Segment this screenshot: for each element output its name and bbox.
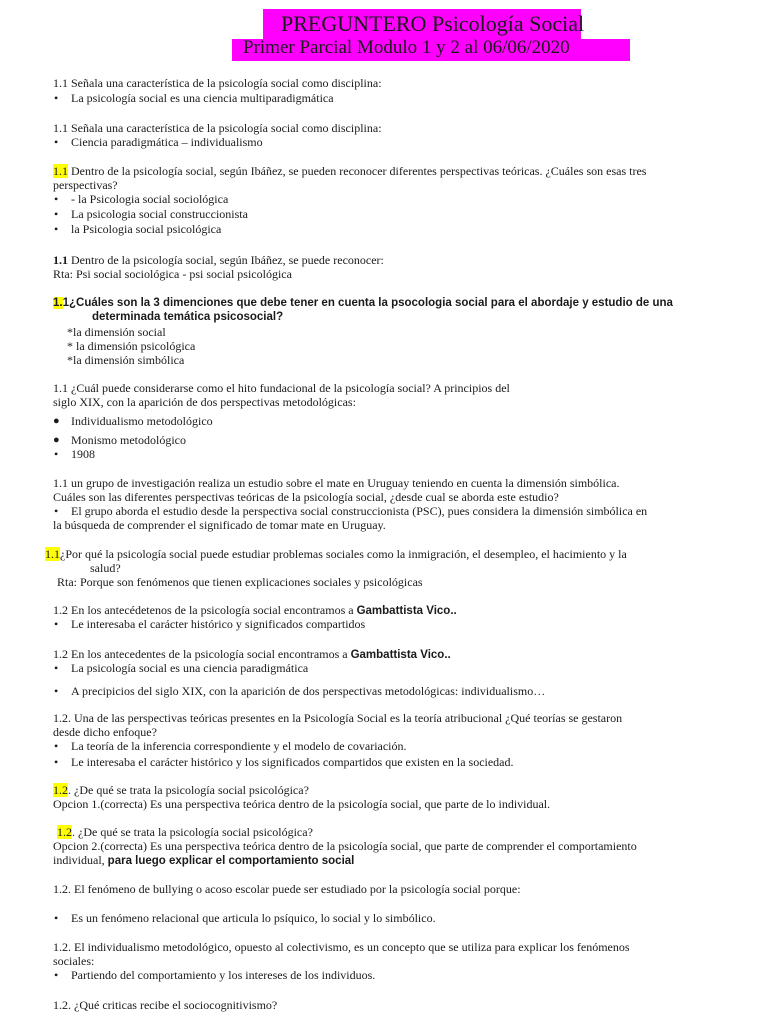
answer-text: *la dimensión social bbox=[67, 325, 166, 339]
answer-text: - la Psicologia social sociológica bbox=[71, 192, 229, 206]
bullet: • bbox=[54, 207, 59, 221]
question-text: 1.2. Una de las perspectivas teóricas presentes en la Psicología Social es la teoría atribucional ¿Qué teorías se gestaron bbox=[53, 711, 623, 725]
question-bold: Gambattista Vico.. bbox=[350, 649, 451, 661]
answer-text: La psicología social es una ciencia multiparadigmática bbox=[71, 91, 334, 105]
answer-text: la búsqueda de comprender el significado de tomar mate en Uruguay. bbox=[53, 518, 386, 532]
answer-text bbox=[53, 853, 354, 868]
bullet: • bbox=[54, 447, 59, 461]
question-text: salud? bbox=[90, 561, 121, 575]
bullet: ● bbox=[53, 434, 60, 446]
question-number: 1.1 bbox=[53, 253, 68, 267]
bullet: • bbox=[54, 968, 59, 982]
question-text: 1.1 ¿Cuál puede considerarse como el hito fundacional de la psicología social? A principios del bbox=[53, 381, 510, 395]
question-text bbox=[53, 647, 451, 662]
bullet: • bbox=[54, 504, 59, 518]
answer-text: Rta: Porque son fenómenos que tienen explicaciones sociales y psicológicas bbox=[57, 575, 423, 589]
question-number-highlight: 1. bbox=[53, 297, 63, 309]
answer-bold: para luego explicar el comportamiento social bbox=[107, 855, 355, 867]
answer-text: la Psicologia social psicológica bbox=[71, 222, 222, 236]
answer-text: *la dimensión simbólica bbox=[67, 353, 185, 367]
bullet: • bbox=[54, 739, 59, 753]
bullet: • bbox=[54, 192, 59, 206]
question-text: perspectivas? bbox=[53, 178, 118, 192]
bullet: • bbox=[54, 222, 59, 236]
bullet: • bbox=[54, 755, 59, 769]
question-number-highlight: 1.2 bbox=[53, 783, 68, 797]
answer-text: Monismo metodológico bbox=[71, 433, 186, 447]
answer-text: A precipicios del siglo XIX, con la aparición de dos perspectivas metodológicas: individualismo… bbox=[71, 684, 546, 698]
question-text bbox=[53, 783, 309, 797]
answer-text: Individualismo metodológico bbox=[71, 414, 213, 428]
question-text: 1.1 un grupo de investigación realiza un estudio sobre el mate en Uruguay teniendo en cuenta la dimensión simbólica. bbox=[53, 476, 620, 490]
bullet: • bbox=[54, 684, 59, 698]
answer-text: Le interesaba el carácter histórico y significados compartidos bbox=[71, 617, 366, 631]
answer-text: El grupo aborda el estudio desde la perspectiva social construccionista (PSC), pues considera la dimensión simbólica en bbox=[71, 504, 648, 518]
question-text: sociales: bbox=[53, 954, 95, 968]
question-text: 1.2. El individualismo metodológico, opuesto al colectivismo, es un concepto que se utiliza para explicar los fenómenos bbox=[53, 940, 630, 954]
bullet: • bbox=[54, 911, 59, 925]
question-text bbox=[45, 547, 627, 561]
answer-text: La psicologia social construccionista bbox=[71, 207, 248, 221]
question-text: 1.2. El fenómeno de bullying o acoso escolar puede ser estudiado por la psicología social porque: bbox=[53, 882, 521, 896]
question-body: ¿Por qué la psicología social puede estudiar problemas sociales como la inmigración, el desempleo, el hacimiento y la bbox=[60, 547, 627, 561]
question-text bbox=[53, 253, 384, 267]
question-bold: Gambattista Vico.. bbox=[356, 605, 457, 617]
document-title: PREGUNTERO Psicología Social bbox=[281, 11, 585, 36]
question-text bbox=[53, 296, 673, 310]
question-text: Cuáles son las diferentes perspectivas teóricas de la psicología social, ¿desde cual se aborda este estudio? bbox=[53, 490, 559, 504]
question-text: siglo XIX, con la aparición de dos perspectivas metodológicas: bbox=[53, 395, 356, 409]
question-text: 1.2. ¿Qué criticas recibe el sociocognitivismo? bbox=[53, 998, 278, 1012]
bullet: • bbox=[54, 617, 59, 631]
question-number-suffix: 1 bbox=[62, 297, 69, 309]
answer-text: Opcion 1.(correcta) Es una perspectiva teórica dentro de la psicología social, que parte de lo individual. bbox=[53, 797, 551, 811]
bullet: • bbox=[54, 91, 59, 105]
answer-text: Opcion 2.(correcta) Es una perspectiva teórica dentro de la psicología social, que parte de comprender el comportamiento bbox=[53, 839, 637, 853]
question-number-highlight: 1.2 bbox=[57, 825, 72, 839]
question-number-highlight: 1.1 bbox=[45, 547, 60, 561]
question-text bbox=[53, 164, 646, 178]
question-text: 1.1 Señala una característica de la psicología social como disciplina: bbox=[53, 121, 382, 135]
bullet: • bbox=[54, 661, 59, 675]
question-number-highlight: 1.1 bbox=[53, 164, 68, 178]
answer-body: individual, bbox=[53, 853, 108, 867]
question-body: . ¿De qué se trata la psicología social psicológica? bbox=[72, 825, 313, 839]
question-text: desde dicho enfoque? bbox=[53, 725, 157, 739]
answer-text: * la dimensión psicológica bbox=[67, 339, 196, 353]
question-body: ¿Cuáles son la 3 dimenciones que debe tener en cuenta la psocologia social para el abordaje y estudio de una bbox=[69, 297, 673, 309]
answer-text: La psicología social es una ciencia paradigmática bbox=[71, 661, 309, 675]
answer-text: Partiendo del comportamiento y los intereses de los individuos. bbox=[71, 968, 376, 982]
answer-text: La teoría de la inferencia correspondiente y el modelo de covariación. bbox=[71, 739, 407, 753]
answer-text: Le interesaba el carácter histórico y los significados compartidos que existen en la sociedad. bbox=[71, 755, 514, 769]
question-text bbox=[53, 603, 457, 618]
answer-text: Rta: Psi social sociológica - psi social psicológica bbox=[53, 267, 292, 281]
question-body: . ¿De qué se trata la psicología social psicológica? bbox=[68, 783, 309, 797]
question-text: 1.1 Señala una característica de la psicología social como disciplina: bbox=[53, 76, 382, 90]
document-subtitle: Primer Parcial Modulo 1 y 2 al 06/06/2020 bbox=[243, 37, 570, 58]
question-body: Dentro de la psicología social, según Ibáñez, se puede reconocer: bbox=[68, 253, 384, 267]
question-text bbox=[57, 825, 313, 839]
answer-text: 1908 bbox=[71, 447, 95, 461]
question-body: 1.2 En los antecédetenos de la psicología social encontramos a bbox=[53, 603, 357, 617]
question-body: Dentro de la psicología social, según Ibáñez, se pueden reconocer diferentes perspectivas teóricas. ¿Cuáles son esas tres bbox=[68, 164, 647, 178]
answer-text: Ciencia paradigmática – individualismo bbox=[71, 135, 263, 149]
bullet: ● bbox=[53, 415, 60, 427]
answer-text: Es un fenómeno relacional que articula lo psíquico, lo social y lo simbólico. bbox=[71, 911, 436, 925]
question-body: 1.2 En los antecedentes de la psicología social encontramos a bbox=[53, 647, 351, 661]
question-text: determinada temática psicosocial? bbox=[92, 311, 284, 323]
bullet: • bbox=[54, 135, 59, 149]
